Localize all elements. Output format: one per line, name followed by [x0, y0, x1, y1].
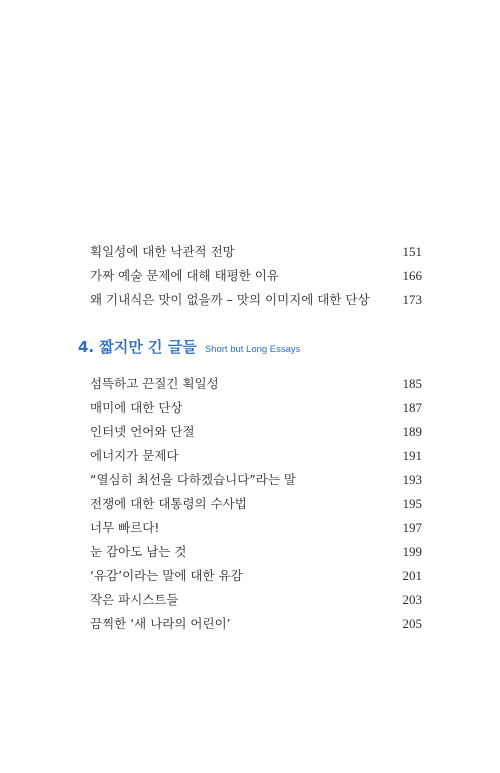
toc-entry-page: 197 [402, 520, 422, 535]
toc-entry [90, 540, 422, 564]
toc-entry-title: 인터넷 언어와 단절 [90, 424, 195, 439]
toc-entry [90, 468, 422, 492]
toc-entry [90, 492, 422, 516]
toc-entry-page: 193 [402, 472, 422, 487]
toc-entry [90, 516, 422, 540]
toc-entry-title: 작은 파시스트들 [90, 592, 179, 607]
section-title: 4. 짧지만 긴 글들 [78, 338, 197, 356]
toc-entry-title: 왜 기내식은 맛이 없을까 – 맛의 이미지에 대한 단상 [90, 292, 370, 307]
toc-entry-page: 191 [402, 448, 422, 463]
toc-entry-page: 195 [402, 496, 422, 511]
toc-entry-title: ‘유감’이라는 말에 대한 유감 [90, 568, 243, 583]
toc-entry [90, 444, 422, 468]
toc-entry-title: 매미에 대한 단상 [90, 400, 183, 415]
toc-entry-page: 151 [402, 244, 422, 259]
toc-entry-page: 205 [402, 616, 422, 631]
section-subtitle: Short but Long Essays [204, 344, 301, 355]
toc-entry-page: 203 [402, 592, 422, 607]
toc-entry-title: 에너지가 문제다 [90, 448, 179, 463]
section-header [78, 336, 300, 360]
toc-entry [90, 612, 422, 636]
toc-entry-page: 199 [402, 544, 422, 559]
toc-entry [90, 288, 422, 312]
toc-entry [90, 588, 422, 612]
toc-entry [90, 264, 422, 288]
toc-entry-page: 173 [402, 292, 422, 307]
toc-entry-title: 가짜 예술 문제에 대해 태평한 이유 [90, 268, 279, 283]
toc-entry-title: 너무 빠르다! [90, 520, 160, 535]
toc-entry-page: 166 [402, 268, 422, 283]
toc-entry-page: 201 [402, 568, 422, 583]
toc-entry [90, 240, 422, 264]
toc-entry-title: 눈 감아도 남는 것 [90, 544, 187, 559]
toc-entry-title: 전쟁에 대한 대통령의 수사법 [90, 496, 247, 511]
toc-entry-page: 189 [402, 424, 422, 439]
toc-entry-page: 187 [402, 400, 422, 415]
toc-entry-title: 섬뜩하고 끈질긴 획일성 [90, 376, 219, 391]
toc-entry [90, 372, 422, 396]
toc-entry-title: 끔찍한 ‘새 나라의 어린이’ [90, 616, 231, 631]
toc-entry [90, 420, 422, 444]
toc-entry-page: 185 [402, 376, 422, 391]
toc-entry [90, 564, 422, 588]
toc-entry-title: “열심히 최선을 다하겠습니다”라는 말 [90, 472, 296, 487]
toc-entry-title: 획일성에 대한 낙관적 전망 [90, 244, 235, 259]
toc-entry [90, 396, 422, 420]
